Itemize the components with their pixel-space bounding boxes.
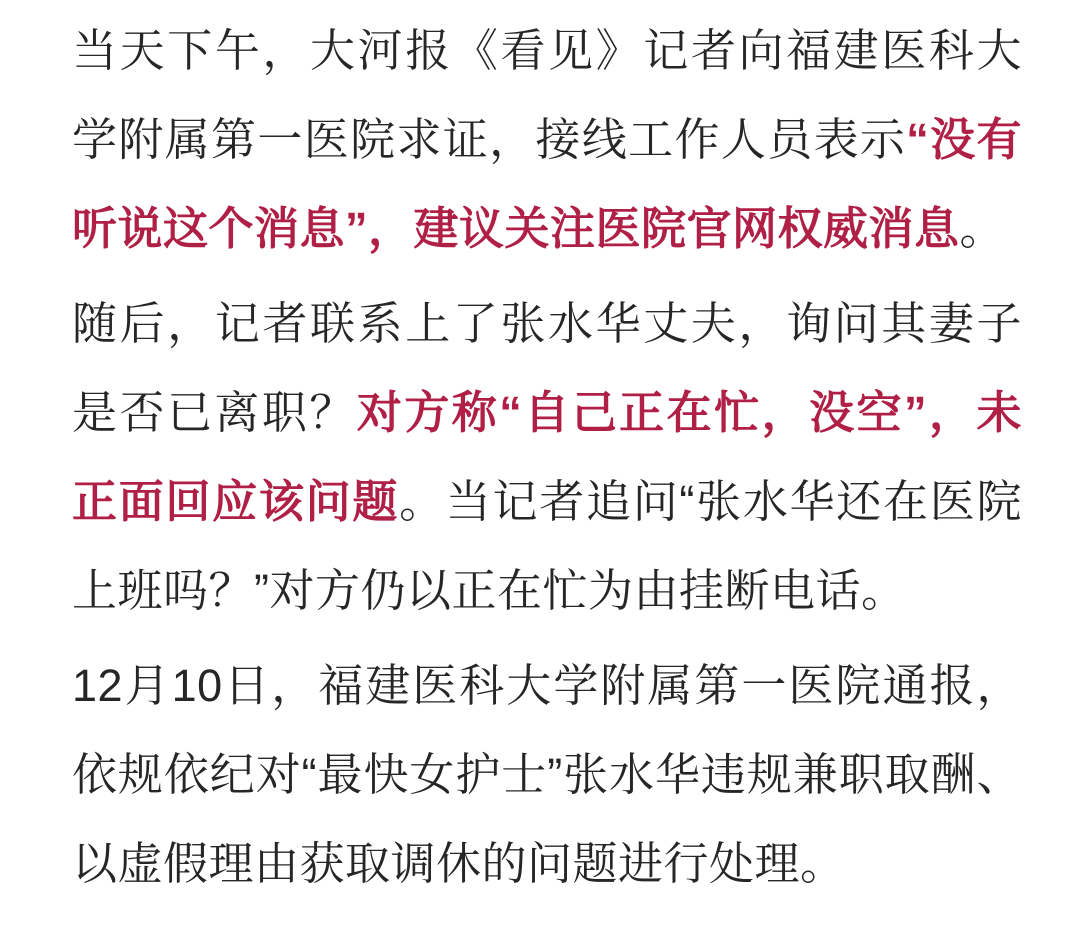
text-run: 。 xyxy=(959,203,1006,254)
text-run: 随后，记者联系上了张水华丈夫，询问其妻子是否已离职？ xyxy=(72,298,1022,438)
paragraph-2 xyxy=(72,279,1022,635)
text-run: 。当记者追问“张水华还在医院上班吗？”对方仍以正在忙为由挂断电话。 xyxy=(72,476,1022,616)
text-run: 12月10日，福建医科大学附属第一医院通报，依规依纪对“最快女护士”张水华违规兼职取酬、以虚假理由获取调休的问题进行处理。 xyxy=(72,660,1022,889)
text-run: 当天下午，大河报《看见》记者向福建医科大学附属第一医院求证，接线工作人员表示 xyxy=(72,25,1022,165)
highlighted-text-run: 对方称“自己正在忙，没空”，未正面回应该问题 xyxy=(72,387,1022,527)
paragraph-3 xyxy=(72,641,1022,908)
paragraph-1 xyxy=(72,6,1022,273)
highlighted-text-run: “没有听说这个消息”，建议关注医院官网权威消息 xyxy=(72,114,1022,254)
